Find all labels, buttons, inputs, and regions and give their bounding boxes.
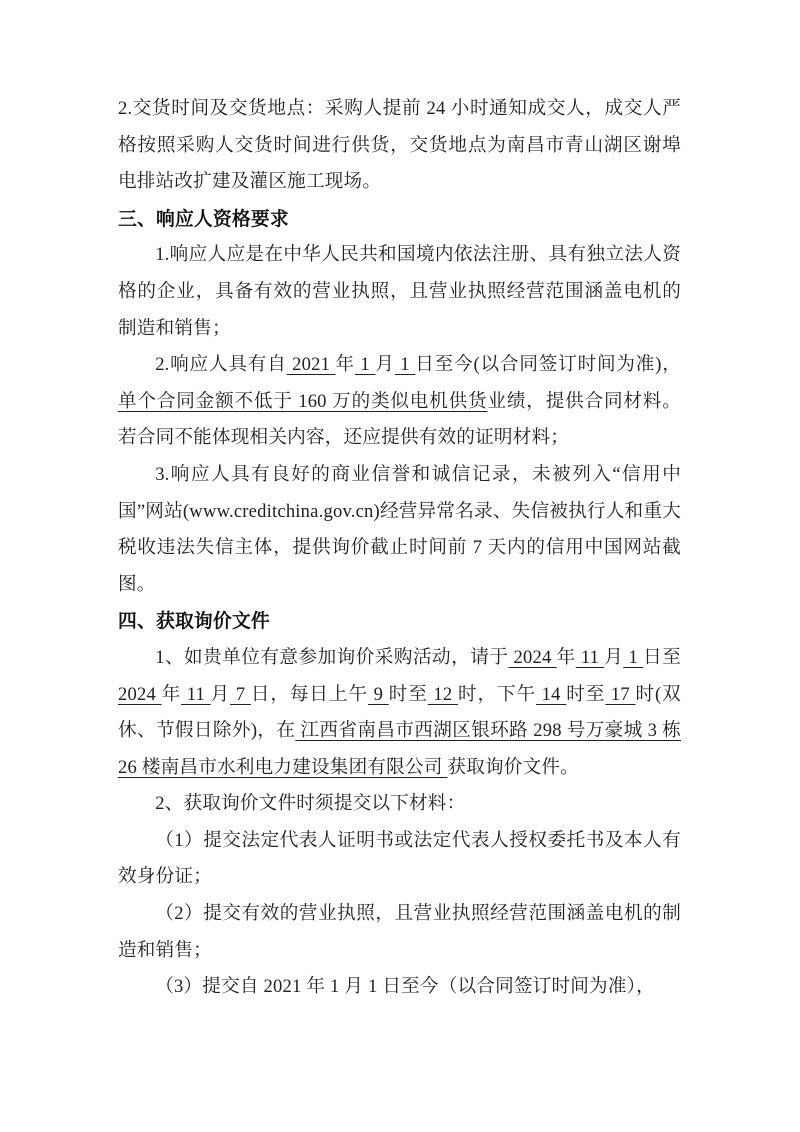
text-run: 1.响应人应是在中华人民共和国境内依法注册、具有独立法人资格的企业，具备有效的营业执照，且营业执照经营范围涵盖电机的制造和销售； [118, 244, 681, 339]
underlined-field-text: 9 [368, 683, 389, 705]
text-run: 2.响应人具有自 [155, 354, 287, 376]
text-run: 获取询价文件。 [447, 756, 579, 778]
text-run: 1、如贵单位有意参加询价采购活动，请于 [155, 646, 509, 668]
underlined-field-text: 11 [181, 683, 211, 705]
underlined-field-text: 1 [354, 354, 376, 376]
text-run: 时至 [566, 683, 606, 705]
underlined-field-text: 2024 [508, 646, 557, 668]
text-run: 日，每日上午 [250, 683, 369, 705]
underlined-field-text: 2021 [286, 354, 336, 376]
text-run: 3.响应人具有良好的商业信誉和诚信记录，未被列入“信用中国”网站(www.creditchina.gov.cn)经营异常名录、失信被执行人和重大税收违法失信主体，提供询价截止时间前 7 天内的信用中国网站截图。 [118, 463, 681, 595]
text-run: 四、获取询价文件 [118, 610, 270, 632]
text-run: 三、响应人资格要求 [118, 207, 289, 229]
para-obtain-2-required-materials [118, 786, 681, 823]
text-run: 时至 [388, 683, 428, 705]
para-obtain-2-item-1 [118, 823, 681, 896]
text-run: 业绩，提供合同材料。若合同不能体现相关内容，还应提供有效的证明材料； [118, 390, 681, 449]
text-run: 日至 [643, 646, 681, 668]
underlined-field-text: 7 [230, 683, 251, 705]
para-qualification-2 [118, 347, 681, 457]
text-run: 年 [556, 646, 576, 668]
text-run: 月 [210, 683, 231, 705]
para-qualification-1 [118, 237, 681, 347]
text-run: 时(双休、节假日除外)，在 [118, 683, 681, 742]
para-delivery-terms [118, 91, 681, 201]
text-run: 年 [335, 354, 355, 376]
para-obtain-2-item-3 [118, 969, 681, 1006]
text-run: 时，下午 [457, 683, 537, 705]
text-run: （1）提交法定代表人证明书或法定代表人授权委托书及本人有效身份证； [118, 829, 681, 888]
underlined-field-text: 2024 [118, 683, 162, 705]
text-run: 2.交货时间及交货地点：采购人提前 24 小时通知成交人，成交人严格按照采购人交货时间进行供货，交货地点为南昌市青山湖区谢埠电排站改扩建及灌区施工现场。 [118, 98, 681, 193]
para-qualification-3 [118, 457, 681, 603]
text-run: 月 [604, 646, 624, 668]
heading-section-4-obtain-inquiry-documents [118, 603, 681, 640]
underlined-field-text: 江西省南昌市西湖区银环路 298 号万豪城 3 栋 26 楼南昌市水利电力建设集团有限公司 [118, 720, 681, 778]
underlined-field-text: 12 [427, 683, 458, 705]
underlined-field-text: 1 [623, 646, 644, 668]
underlined-field-text: 11 [575, 646, 605, 668]
document-content [118, 91, 681, 1006]
para-obtain-2-item-2 [118, 896, 681, 969]
underlined-field-text: 17 [605, 683, 636, 705]
text-run: 2、获取询价文件时须提交以下材料： [155, 793, 466, 815]
text-run: 日至今(以合同签订时间为准)， [415, 354, 682, 376]
text-run: 年 [161, 683, 182, 705]
text-run: （2）提交有效的营业执照，且营业执照经营范围涵盖电机的制造和销售； [118, 903, 681, 961]
underlined-field-text: 14 [536, 683, 567, 705]
underlined-field-text: 单个合同金额不低于 160 万的类似电机供货 [118, 390, 488, 412]
heading-section-3-responder-qualifications [118, 201, 681, 238]
text-run: 月 [375, 354, 395, 376]
text-run: （3）提交自 2021 年 1 月 1 日至今（以合同签订时间为准）， [155, 976, 655, 998]
para-obtain-1-schedule-and-address [118, 640, 681, 786]
underlined-field-text: 1 [394, 354, 416, 376]
